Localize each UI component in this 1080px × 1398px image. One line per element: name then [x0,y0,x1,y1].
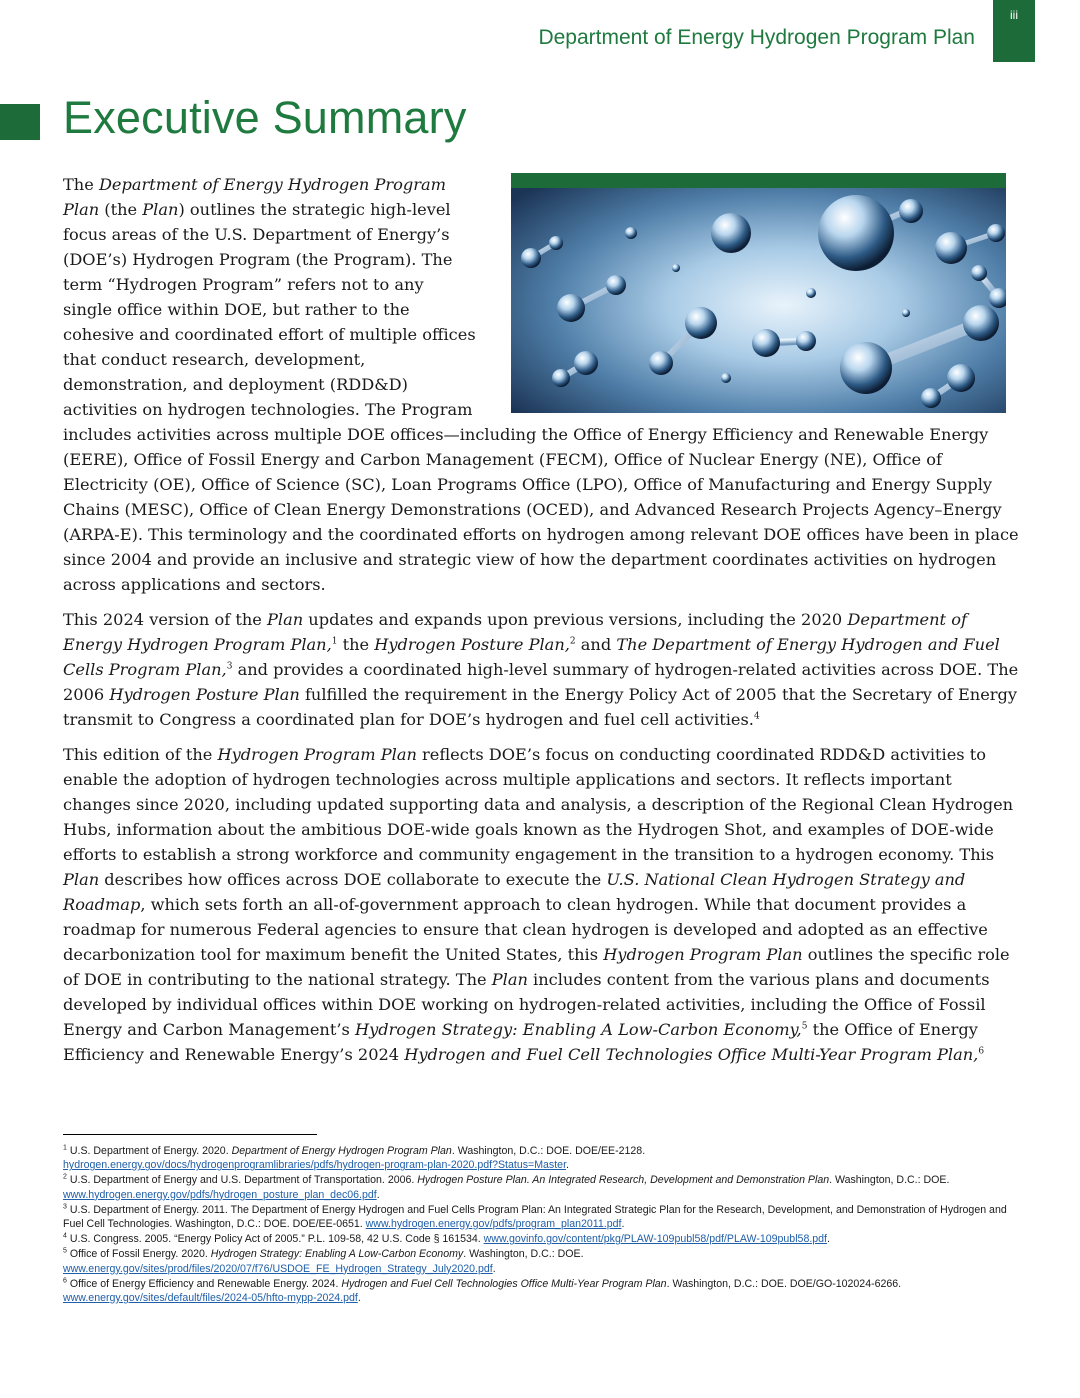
page-number: iii [1010,8,1018,22]
italic-title: Plan [267,610,304,629]
italic-title: Hydrogen and Fuel Cell Technologies Office Multi-Year Program Plan, [404,1045,979,1064]
footnote-text: U.S. Department of Energy. 2020. [66,1145,232,1157]
italic-title: Plan [142,200,179,219]
italic-title: The Department of Energy Hydrogen and Fuel Cells Program Plan, [63,635,1000,679]
text-run: reflects DOE’s focus on conducting coordinated RDD&D activities to enable the adoption of hydrogen technologies across multiple applications and sectors. It reflects important changes since 2020, including updated supporting data and analysis, a description of the Regional Clean Hydrogen Hubs, information about the ambitious DOE-wide goals known as the Hydrogen Shot, and examples of DOE-wide efforts to establish a strong workforce and community engagement in the transition to a hydrogen economy. This [63,745,1014,864]
footnote-italic: Hydrogen and Fuel Cell Technologies Office Multi-Year Program Plan [341,1277,667,1290]
paragraph-versions [63,607,1023,732]
page-number-tab [993,0,1035,62]
footnote-text: . [376,1188,380,1201]
italic-title: Department of Energy Hydrogen Program Plan, [63,610,967,654]
text-run: This 2024 version of the [63,610,267,629]
footnotes [63,1144,1023,1306]
italic-title: Hydrogen Posture Plan, [374,635,570,654]
text-run: and provides a coordinated high-level summary of hydrogen-related activities across DOE. The 2006 [63,660,1019,704]
paragraph-edition [63,742,1023,1067]
text-run: updates and expands upon previous versions, including the 2020 [303,610,848,629]
footnote-number: 4 [63,1232,67,1240]
footnote-italic: Hydrogen Strategy: Enabling A Low-Carbon Economy [210,1248,464,1261]
italic-title: Hydrogen Program Plan [603,945,803,964]
footnote-1 [63,1144,1023,1172]
footnote-ref[interactable]: 5 [801,1021,808,1032]
text-run: , which sets forth an all-of-government approach to clean hydrogen. While that document provides a roadmap for numerous Federal agencies to ensure that clean hydrogen is developed and adopted as an effective decarbonization tool for maximum benefit the United States, this [63,895,988,964]
footnote-link[interactable]: hydrogen.energy.gov/docs/hydrogenprogramlibraries/pdfs/hydrogen-program-plan-2020.pdf?Status=Master [63,1159,567,1172]
footnote-italic: Department of Energy Hydrogen Program Plan [231,1145,452,1157]
italic-title: Hydrogen Strategy: Enabling A Low-Carbon Economy, [354,1020,802,1039]
text-run: ) outlines the strategic high-level focus areas of the U.S. Department of Energy’s (DOE’s) Hydrogen Program (the Program). The term “Hydrogen Program” refers not to any single office within DOE, but rather to the cohesive and coordinated effort of multiple offices that conduct research, development, demonstration, and deployment (RDD&D) activities on hydrogen technologies. The Program includes activities across multiple DOE offices—including the Office of Energy Efficiency and Renewable Energy (EERE), Office of Fossil Energy and Carbon Management (FECM), Office of Nuclear Energy (NE), Office of Electricity (OE), Office of Science (SC), Loan Programs Office (LPO), Office of Manufacturing and Energy Supply Chains (MESC), Office of Clean Energy Demonstrations (OCED), and Advanced Research Projects Agency–Energy (ARPA-E). This terminology and the coordinated efforts on hydrogen among relevant DOE offices have been in place since 2004 and provide an inclusive and strategic view of how the department coordinates activities on hydrogen across applications and sectors. [63,200,1019,594]
footnote-text: . Washington, D.C.: DOE. DOE/GO-102024-6266. [666,1277,902,1290]
footnote-italic: Hydrogen Posture Plan. An Integrated Research, Development and Demonstration Plan [417,1174,830,1187]
footnote-text: . [827,1233,830,1246]
footnote-text: . Washington, D.C.: DOE. [829,1174,950,1187]
text-run: (the [99,200,143,219]
italic-title: Hydrogen Posture Plan [109,685,300,704]
text-run: and [575,635,617,654]
footnote-ref[interactable]: 6 [978,1046,985,1057]
footnote-2 [63,1173,1023,1201]
italic-title: U.S. National Clean Hydrogen Strategy and Roadmap [63,870,966,914]
footnote-ref[interactable]: 1 [331,636,338,647]
footnote-link[interactable]: www.energy.gov/sites/prod/files/2020/07/f76/USDOE_FE_Hydrogen_Strategy_July2020.pdf [63,1262,493,1275]
footnote-ref[interactable]: 4 [753,711,760,722]
italic-title: Hydrogen Program Plan [217,745,417,764]
hydrogen-molecules-image [511,173,1006,413]
footnote-separator [63,1134,317,1135]
italic-title: Plan [491,970,528,989]
footnote-6 [63,1277,1023,1305]
footnote-text: . [566,1159,569,1172]
footnote-text: . [357,1292,361,1305]
text-run: The [63,175,99,194]
body-text [63,172,1023,1077]
text-run: outlines the specific role of DOE in contributing to the national strategy. The [63,945,1010,989]
text-run: fulfilled the requirement in the Energy Policy Act of 2005 that the Secretary of Energy transmit to Congress a coordinated plan for DOE’s hydrogen and fuel cell activities. [63,685,1018,729]
footnote-text: . [492,1262,496,1275]
footnote-text: Office of Fossil Energy. 2020. [66,1248,211,1261]
molecule-illustration [511,173,1006,413]
footnote-link[interactable]: www.hydrogen.energy.gov/pdfs/hydrogen_posture_plan_dec06.pdf [63,1188,377,1201]
footnote-number: 5 [63,1247,67,1255]
footnote-link[interactable]: www.hydrogen.energy.gov/pdfs/program_plan2011.pdf [365,1218,622,1231]
footnote-number: 2 [63,1173,67,1181]
footnote-5 [63,1247,1023,1275]
text-run: includes content from the various plans and documents developed by individual offices within DOE working on hydrogen-related activities, including the Office of Fossil Energy and Carbon Management’s [63,970,990,1039]
text-run: describes how offices across DOE collaborate to execute the [99,870,607,889]
italic-title: Department of Energy Hydrogen Program Plan [63,175,446,219]
footnote-4 [63,1232,1023,1246]
footnote-number: 6 [63,1277,67,1285]
footnote-3 [63,1203,1023,1231]
text-run: This edition of the [63,745,218,764]
footnote-text: . [621,1218,625,1231]
text-run: the [337,635,375,654]
footnote-link[interactable]: www.energy.gov/sites/default/files/2024-05/hfto-mypp-2024.pdf [63,1292,358,1305]
footnote-text: . Washington, D.C.: DOE. [463,1248,584,1261]
footnote-text: Office of Energy Efficiency and Renewable Energy. 2024. [66,1277,342,1290]
footnote-ref[interactable]: 2 [569,636,576,647]
title-accent-bar [0,104,40,140]
footnote-ref[interactable]: 3 [226,661,233,672]
running-header-title: Department of Energy Hydrogen Program Plan [538,26,975,49]
italic-title: Plan [63,870,100,889]
footnote-number: 1 [63,1144,67,1152]
footnote-text: . Washington, D.C.: DOE. DOE/EE-2128. [451,1145,646,1157]
footnote-link[interactable]: www.govinfo.gov/content/pkg/PLAW-109publ58/pdf/PLAW-109publ58.pdf [483,1233,828,1246]
text-run: the Office of Energy Efficiency and Renewable Energy’s 2024 [63,1020,978,1064]
footnote-number: 3 [63,1203,67,1211]
footnote-text: U.S. Department of Energy. 2011. The Department of Energy Hydrogen and Fuel Cells Program Plan: An Integrated Strategic Plan for the Research, Development, and Demonstration of Hydrogen and Fuel Cell Technologies. Washington, D.C.: DOE. DOE/EE-0651. [63,1203,1007,1231]
footnote-text: U.S. Department of Energy and U.S. Department of Transportation. 2006. [66,1174,418,1187]
footnote-text: U.S. Congress. 2005. “Energy Policy Act of 2005.” P.L. 109-58, 42 U.S. Code § 161534. [66,1233,484,1246]
page-title: Executive Summary [63,92,467,143]
